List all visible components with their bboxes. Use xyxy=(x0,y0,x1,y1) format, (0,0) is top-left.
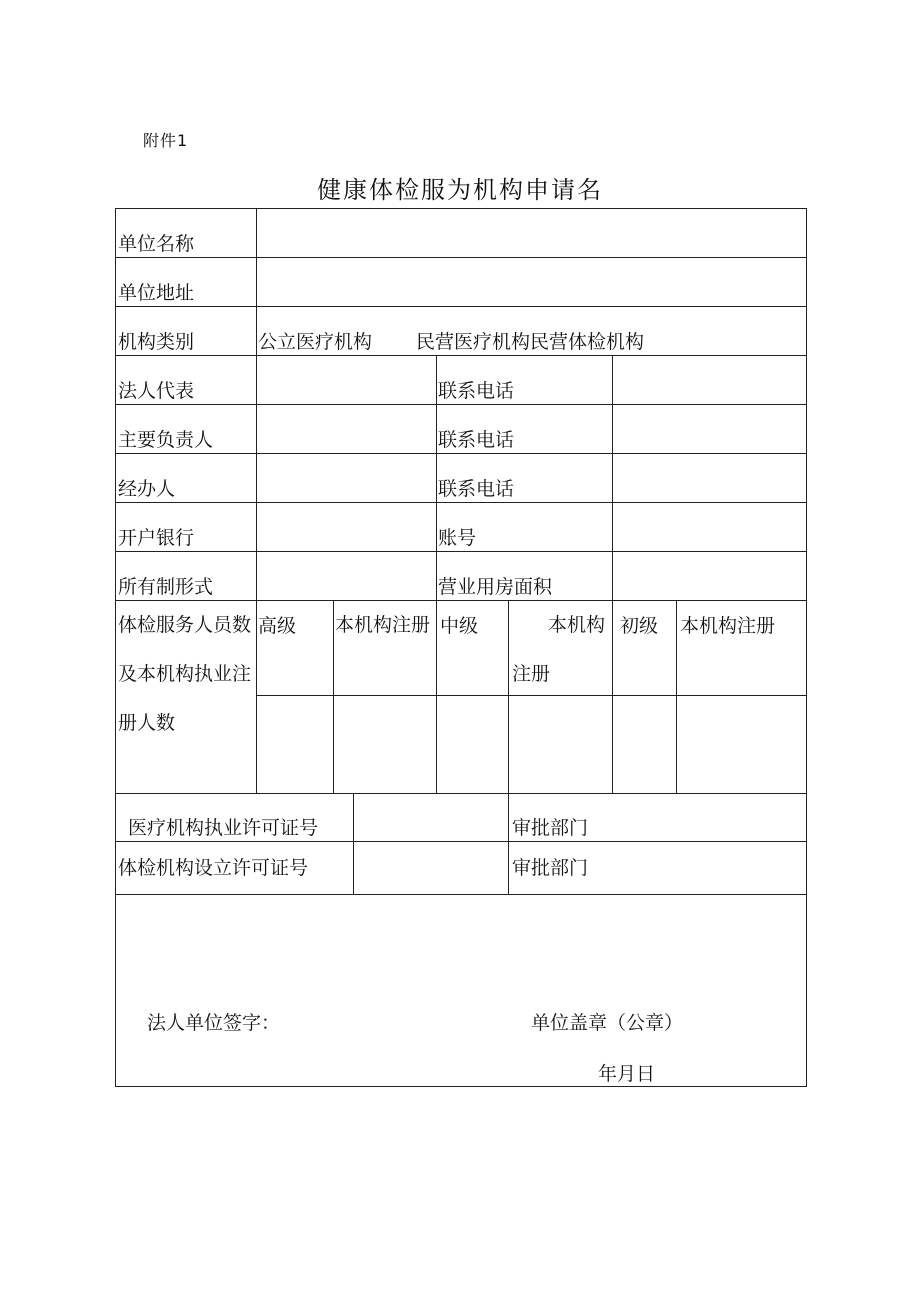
middle-label: 中级 xyxy=(440,615,479,637)
senior-label: 高级 xyxy=(258,615,297,637)
col-divider xyxy=(508,600,509,793)
legal-rep-phone-label: 联系电话 xyxy=(438,380,515,402)
handler-label: 经办人 xyxy=(118,478,176,500)
junior-registered-label: 本机构注册 xyxy=(680,615,776,637)
col-divider xyxy=(256,355,257,793)
attachment-label: 附件1 xyxy=(143,131,189,150)
row-divider xyxy=(116,841,806,842)
row-divider xyxy=(116,551,806,552)
col-divider xyxy=(436,355,437,600)
date-label: 年月日 xyxy=(598,1063,656,1085)
application-form-table xyxy=(115,208,807,1087)
staff-count-label: 体检服务人员数及本机构执业注册人数 xyxy=(118,614,252,734)
col-divider xyxy=(612,600,613,793)
unit-seal-label: 单位盖章（公章） xyxy=(531,1012,684,1034)
exam-approval-dept-label: 审批部门 xyxy=(512,857,589,879)
category-label: 机构类别 xyxy=(118,331,195,353)
row-divider xyxy=(116,793,806,794)
unit-address-label: 单位地址 xyxy=(118,282,195,304)
col-divider xyxy=(612,355,613,600)
medical-license-label: 医疗机构执业许可证号 xyxy=(128,817,319,839)
row-divider xyxy=(116,404,806,405)
bank-label: 开户银行 xyxy=(118,527,195,549)
main-person-label: 主要负责人 xyxy=(118,429,214,451)
row-divider xyxy=(116,453,806,454)
area-label: 营业用房面积 xyxy=(438,576,553,598)
ownership-label: 所有制形式 xyxy=(118,576,214,598)
row-divider xyxy=(116,502,806,503)
category-private-options: 民营医疗机构民营体检机构 xyxy=(416,331,645,353)
junior-label: 初级 xyxy=(620,615,659,637)
account-label: 账号 xyxy=(438,527,477,549)
medical-approval-dept-label: 审批部门 xyxy=(512,817,589,839)
col-divider xyxy=(256,209,257,355)
col-divider xyxy=(508,793,509,894)
handler-phone-label: 联系电话 xyxy=(438,478,515,500)
main-person-phone-label: 联系电话 xyxy=(438,429,515,451)
col-divider xyxy=(353,793,354,894)
row-divider xyxy=(116,894,806,895)
legal-signature-label: 法人单位签字： xyxy=(147,1012,281,1034)
row-divider xyxy=(116,306,806,307)
unit-name-label: 单位名称 xyxy=(118,233,195,255)
senior-registered-label: 本机构注册 xyxy=(335,614,431,636)
col-divider xyxy=(333,600,334,793)
form-title: 健康体检服为机构申请名 xyxy=(317,176,603,204)
middle-registered-label: 本机构注册 xyxy=(512,614,606,685)
row-divider xyxy=(116,257,806,258)
legal-rep-label: 法人代表 xyxy=(118,380,195,402)
exam-license-label: 体检机构设立许可证号 xyxy=(118,857,309,879)
row-divider xyxy=(116,355,806,356)
category-public-option: 公立医疗机构 xyxy=(258,331,373,353)
col-divider xyxy=(676,600,677,793)
col-divider xyxy=(436,600,437,793)
